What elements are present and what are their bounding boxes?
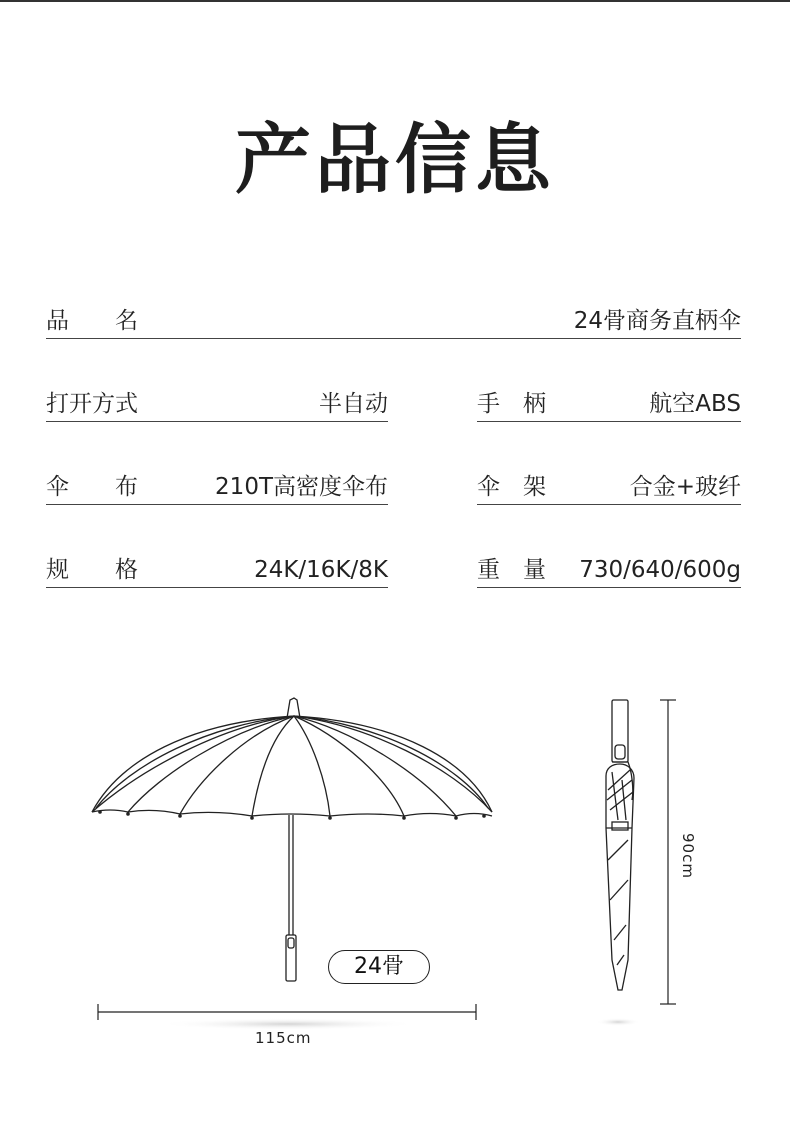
open-umbrella-icon <box>92 698 492 981</box>
spec-label-fabric: 伞 布 <box>46 474 138 500</box>
spec-value-weight: 730/640/600g <box>579 557 741 583</box>
closed-umbrella-icon <box>606 700 634 990</box>
rib-tips <box>98 810 486 820</box>
spec-value-fabric: 210T高密度伞布 <box>215 474 388 500</box>
closed-umbrella-shadow <box>596 1018 640 1026</box>
spec-value-open-mode: 半自动 <box>319 391 388 417</box>
height-label: 90cm <box>679 833 697 879</box>
spec-label-open-mode: 打开方式 <box>46 391 138 417</box>
height-dimension <box>660 700 676 1004</box>
spec-label-size: 规 格 <box>46 557 138 583</box>
width-dimension <box>98 1004 476 1020</box>
spec-value-frame: 合金+玻纤 <box>629 474 741 500</box>
spec-label-name: 品 名 <box>46 308 138 334</box>
rib-count-badge: 24骨 <box>328 950 430 984</box>
spec-label-frame: 伞 架 <box>477 474 546 500</box>
spec-label-weight: 重 量 <box>477 557 546 583</box>
page-title: 产品信息 <box>235 115 555 204</box>
spec-label-handle: 手 柄 <box>477 391 546 417</box>
spec-value-handle: 航空ABS <box>649 391 741 417</box>
spec-value-size: 24K/16K/8K <box>254 557 388 583</box>
width-label: 115cm <box>255 1029 312 1047</box>
spec-value-name: 24骨商务直柄伞 <box>573 308 741 334</box>
